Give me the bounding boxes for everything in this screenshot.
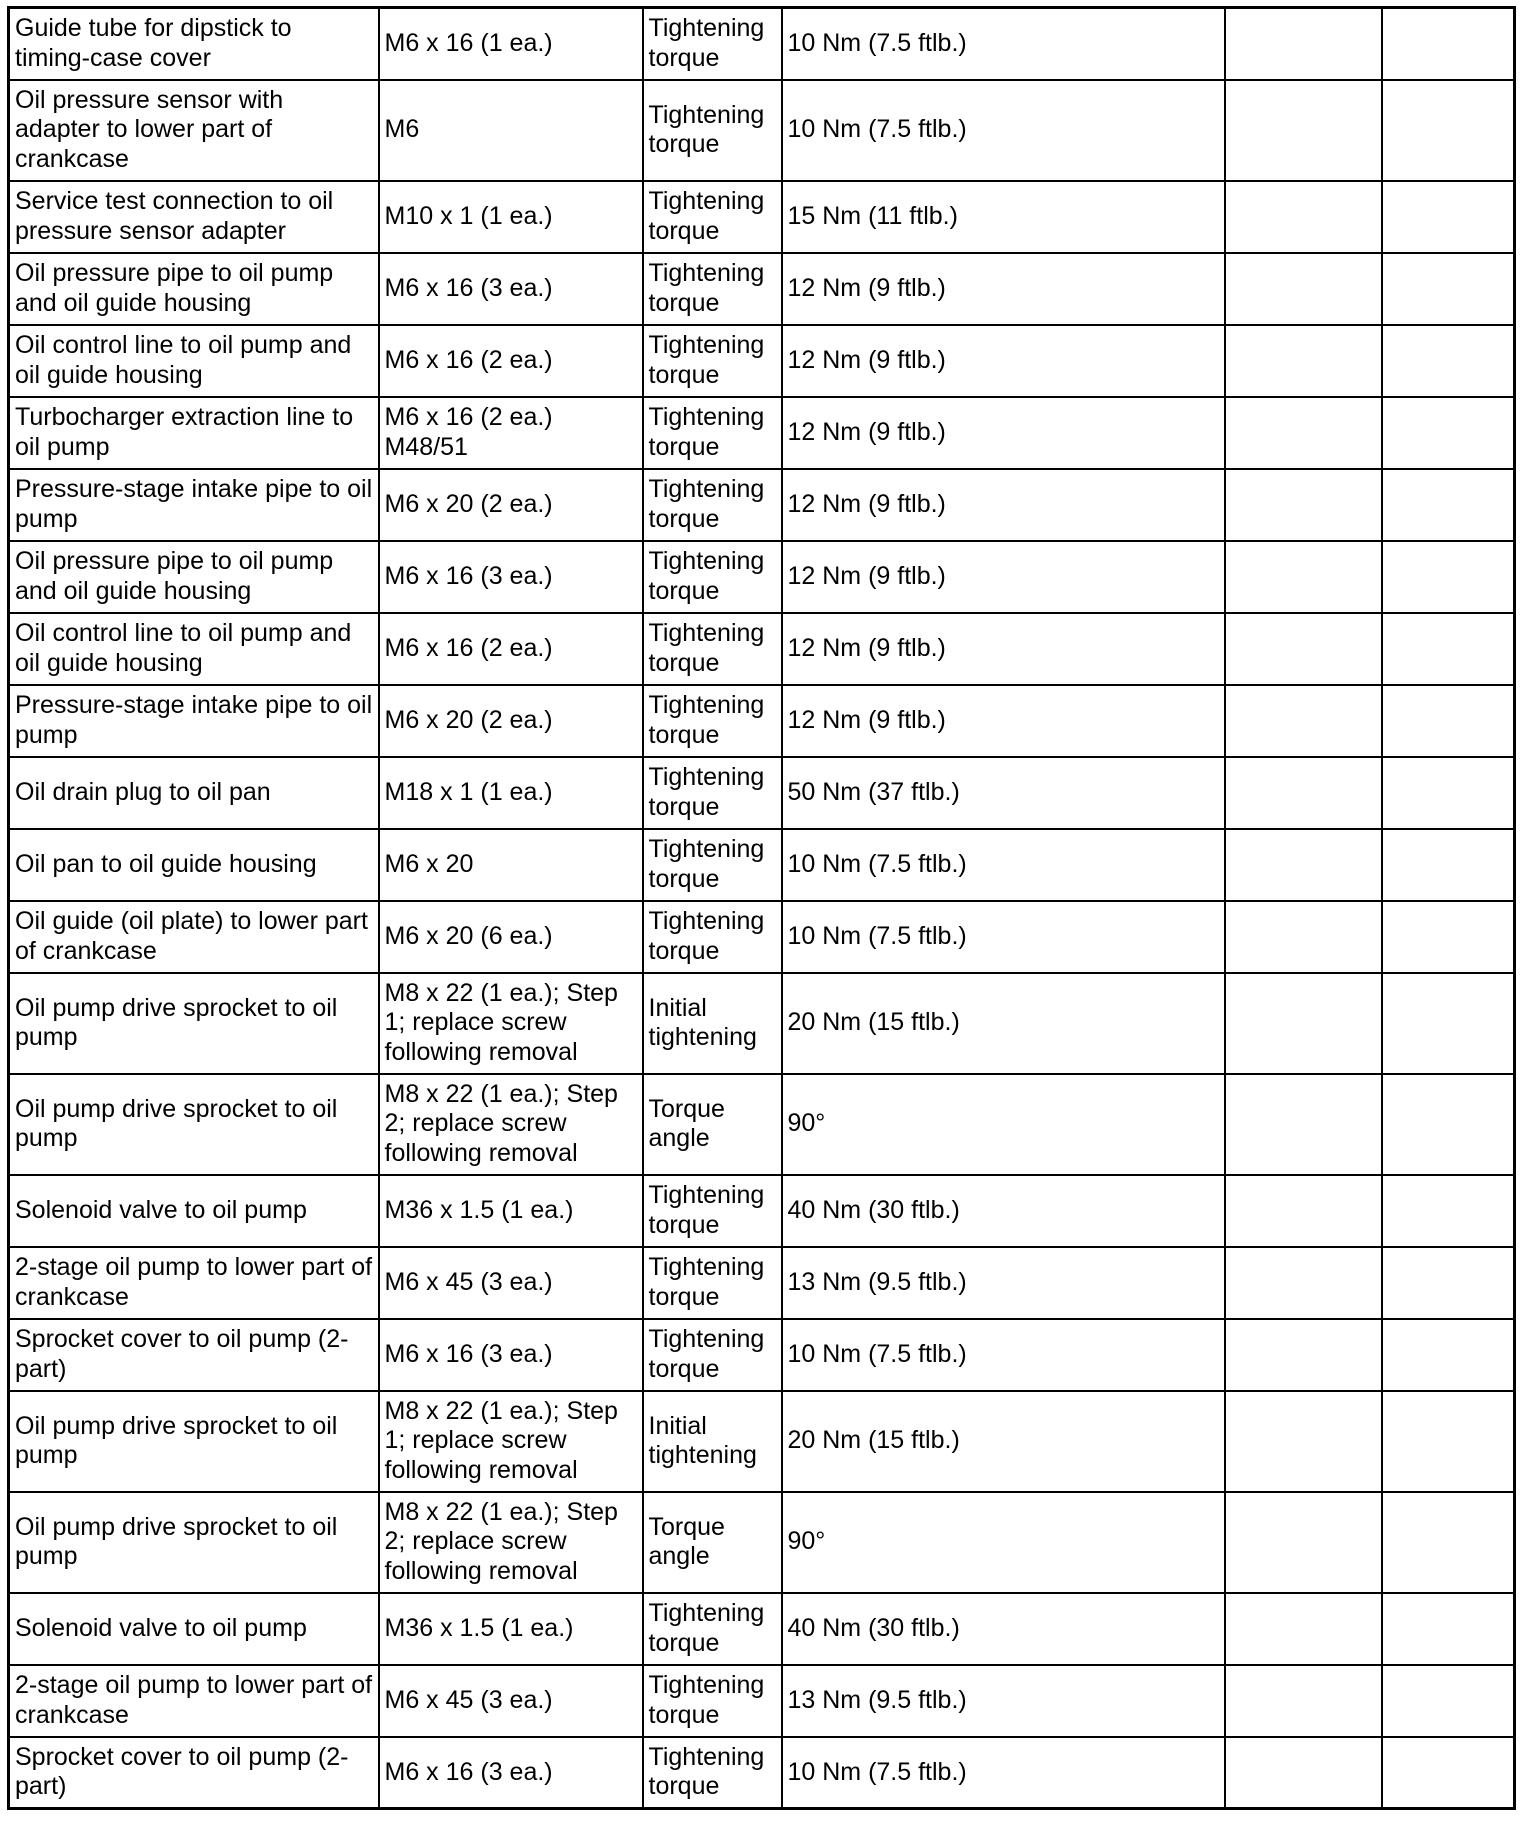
spec-value-cell: 90°	[782, 1074, 1225, 1175]
spec-type-cell: Tightening torque	[643, 469, 782, 541]
blank-cell	[1225, 253, 1382, 325]
spec-value-cell: 12 Nm (9 ftlb.)	[782, 397, 1225, 469]
blank-cell	[1382, 685, 1515, 757]
fastener-cell: M8 x 22 (1 ea.); Step 1; replace screw following removal	[379, 1391, 643, 1492]
component-cell: Solenoid valve to oil pump	[9, 1593, 379, 1665]
fastener-cell: M6 x 16 (2 ea.) M48/51	[379, 397, 643, 469]
blank-cell	[1382, 757, 1515, 829]
blank-cell	[1225, 325, 1382, 397]
spec-value-cell: 40 Nm (30 ftlb.)	[782, 1175, 1225, 1247]
table-row	[9, 1074, 1515, 1175]
blank-cell	[1225, 1665, 1382, 1737]
spec-type-cell: Tightening torque	[643, 613, 782, 685]
blank-cell	[1382, 1391, 1515, 1492]
spec-type-cell: Tightening torque	[643, 1665, 782, 1737]
spec-type-cell: Initial tightening	[643, 973, 782, 1074]
fastener-cell: M6 x 45 (3 ea.)	[379, 1247, 643, 1319]
spec-type-cell: Tightening torque	[643, 325, 782, 397]
spec-value-cell: 10 Nm (7.5 ftlb.)	[782, 1319, 1225, 1391]
blank-cell	[1382, 973, 1515, 1074]
blank-cell	[1225, 613, 1382, 685]
fastener-cell: M6 x 16 (1 ea.)	[379, 8, 643, 80]
table-row	[9, 469, 1515, 541]
blank-cell	[1225, 80, 1382, 181]
table-row	[9, 1593, 1515, 1665]
spec-value-cell: 13 Nm (9.5 ftlb.)	[782, 1247, 1225, 1319]
spec-type-cell: Tightening torque	[643, 181, 782, 253]
component-cell: Oil control line to oil pump and oil guide housing	[9, 325, 379, 397]
table-row	[9, 685, 1515, 757]
blank-cell	[1382, 1175, 1515, 1247]
blank-cell	[1382, 181, 1515, 253]
fastener-cell: M36 x 1.5 (1 ea.)	[379, 1175, 643, 1247]
spec-type-cell: Torque angle	[643, 1074, 782, 1175]
spec-type-cell: Tightening torque	[643, 1593, 782, 1665]
spec-value-cell: 50 Nm (37 ftlb.)	[782, 757, 1225, 829]
fastener-cell: M6 x 16 (2 ea.)	[379, 325, 643, 397]
spec-type-cell: Tightening torque	[643, 541, 782, 613]
spec-type-cell: Tightening torque	[643, 253, 782, 325]
spec-value-cell: 20 Nm (15 ftlb.)	[782, 1391, 1225, 1492]
spec-value-cell: 15 Nm (11 ftlb.)	[782, 181, 1225, 253]
table-row	[9, 1247, 1515, 1319]
fastener-cell: M6 x 20 (2 ea.)	[379, 469, 643, 541]
blank-cell	[1225, 757, 1382, 829]
component-cell: Oil control line to oil pump and oil guide housing	[9, 613, 379, 685]
fastener-cell: M6 x 20	[379, 829, 643, 901]
spec-value-cell: 10 Nm (7.5 ftlb.)	[782, 901, 1225, 973]
component-cell: Turbocharger extraction line to oil pump	[9, 397, 379, 469]
table-row	[9, 253, 1515, 325]
spec-value-cell: 12 Nm (9 ftlb.)	[782, 469, 1225, 541]
fastener-cell: M6 x 20 (6 ea.)	[379, 901, 643, 973]
spec-type-cell: Tightening torque	[643, 757, 782, 829]
blank-cell	[1382, 325, 1515, 397]
table-row	[9, 613, 1515, 685]
fastener-cell: M6	[379, 80, 643, 181]
table-row	[9, 757, 1515, 829]
blank-cell	[1225, 397, 1382, 469]
fastener-cell: M10 x 1 (1 ea.)	[379, 181, 643, 253]
fastener-cell: M6 x 45 (3 ea.)	[379, 1665, 643, 1737]
blank-cell	[1382, 901, 1515, 973]
fastener-cell: M8 x 22 (1 ea.); Step 2; replace screw following removal	[379, 1492, 643, 1593]
blank-cell	[1225, 1074, 1382, 1175]
fastener-cell: M18 x 1 (1 ea.)	[379, 757, 643, 829]
spec-type-cell: Torque angle	[643, 1492, 782, 1593]
fastener-cell: M6 x 16 (3 ea.)	[379, 1737, 643, 1809]
blank-cell	[1382, 1247, 1515, 1319]
blank-cell	[1382, 1074, 1515, 1175]
blank-cell	[1225, 973, 1382, 1074]
spec-value-cell: 12 Nm (9 ftlb.)	[782, 685, 1225, 757]
component-cell: Service test connection to oil pressure sensor adapter	[9, 181, 379, 253]
table-row	[9, 541, 1515, 613]
fastener-cell: M6 x 16 (3 ea.)	[379, 541, 643, 613]
blank-cell	[1225, 8, 1382, 80]
spec-type-cell: Tightening torque	[643, 1737, 782, 1809]
spec-type-cell: Tightening torque	[643, 1247, 782, 1319]
spec-type-cell: Tightening torque	[643, 901, 782, 973]
fastener-cell: M36 x 1.5 (1 ea.)	[379, 1593, 643, 1665]
fastener-cell: M6 x 16 (3 ea.)	[379, 253, 643, 325]
torque-spec-table-body	[9, 8, 1515, 1809]
table-row	[9, 1737, 1515, 1809]
blank-cell	[1225, 901, 1382, 973]
torque-spec-table	[7, 6, 1516, 1810]
table-row	[9, 901, 1515, 973]
component-cell: Oil guide (oil plate) to lower part of crankcase	[9, 901, 379, 973]
component-cell: 2-stage oil pump to lower part of crankcase	[9, 1247, 379, 1319]
table-row	[9, 1175, 1515, 1247]
spec-value-cell: 10 Nm (7.5 ftlb.)	[782, 1737, 1225, 1809]
blank-cell	[1382, 541, 1515, 613]
blank-cell	[1382, 1593, 1515, 1665]
spec-type-cell: Initial tightening	[643, 1391, 782, 1492]
table-row	[9, 80, 1515, 181]
blank-cell	[1225, 1593, 1382, 1665]
blank-cell	[1225, 469, 1382, 541]
component-cell: Pressure-stage intake pipe to oil pump	[9, 469, 379, 541]
spec-value-cell: 12 Nm (9 ftlb.)	[782, 613, 1225, 685]
blank-cell	[1382, 1665, 1515, 1737]
blank-cell	[1225, 1247, 1382, 1319]
spec-value-cell: 10 Nm (7.5 ftlb.)	[782, 8, 1225, 80]
spec-value-cell: 10 Nm (7.5 ftlb.)	[782, 829, 1225, 901]
blank-cell	[1382, 397, 1515, 469]
component-cell: Sprocket cover to oil pump (2-part)	[9, 1737, 379, 1809]
spec-type-cell: Tightening torque	[643, 1175, 782, 1247]
component-cell: Oil drain plug to oil pan	[9, 757, 379, 829]
component-cell: Oil pressure pipe to oil pump and oil guide housing	[9, 253, 379, 325]
spec-value-cell: 20 Nm (15 ftlb.)	[782, 973, 1225, 1074]
component-cell: Sprocket cover to oil pump (2-part)	[9, 1319, 379, 1391]
table-row	[9, 8, 1515, 80]
blank-cell	[1382, 469, 1515, 541]
component-cell: Oil pump drive sprocket to oil pump	[9, 973, 379, 1074]
spec-type-cell: Tightening torque	[643, 8, 782, 80]
blank-cell	[1382, 80, 1515, 181]
blank-cell	[1225, 1391, 1382, 1492]
component-cell: Oil pan to oil guide housing	[9, 829, 379, 901]
blank-cell	[1225, 1319, 1382, 1391]
spec-type-cell: Tightening torque	[643, 685, 782, 757]
blank-cell	[1225, 1175, 1382, 1247]
table-row	[9, 397, 1515, 469]
spec-value-cell: 90°	[782, 1492, 1225, 1593]
spec-type-cell: Tightening torque	[643, 397, 782, 469]
component-cell: Solenoid valve to oil pump	[9, 1175, 379, 1247]
spec-value-cell: 12 Nm (9 ftlb.)	[782, 325, 1225, 397]
table-row	[9, 1492, 1515, 1593]
table-row	[9, 181, 1515, 253]
blank-cell	[1225, 685, 1382, 757]
component-cell: Oil pump drive sprocket to oil pump	[9, 1074, 379, 1175]
blank-cell	[1225, 1492, 1382, 1593]
component-cell: Oil pump drive sprocket to oil pump	[9, 1492, 379, 1593]
blank-cell	[1382, 829, 1515, 901]
table-row	[9, 1665, 1515, 1737]
spec-value-cell: 12 Nm (9 ftlb.)	[782, 253, 1225, 325]
component-cell: Pressure-stage intake pipe to oil pump	[9, 685, 379, 757]
blank-cell	[1382, 1737, 1515, 1809]
spec-value-cell: 13 Nm (9.5 ftlb.)	[782, 1665, 1225, 1737]
blank-cell	[1225, 1737, 1382, 1809]
table-row	[9, 325, 1515, 397]
blank-cell	[1382, 613, 1515, 685]
fastener-cell: M6 x 20 (2 ea.)	[379, 685, 643, 757]
spec-value-cell: 12 Nm (9 ftlb.)	[782, 541, 1225, 613]
blank-cell	[1382, 1319, 1515, 1391]
component-cell: 2-stage oil pump to lower part of crankcase	[9, 1665, 379, 1737]
blank-cell	[1225, 829, 1382, 901]
table-row	[9, 973, 1515, 1074]
fastener-cell: M8 x 22 (1 ea.); Step 1; replace screw following removal	[379, 973, 643, 1074]
blank-cell	[1382, 1492, 1515, 1593]
spec-type-cell: Tightening torque	[643, 80, 782, 181]
component-cell: Oil pressure pipe to oil pump and oil guide housing	[9, 541, 379, 613]
table-row	[9, 829, 1515, 901]
component-cell: Oil pump drive sprocket to oil pump	[9, 1391, 379, 1492]
spec-type-cell: Tightening torque	[643, 1319, 782, 1391]
fastener-cell: M6 x 16 (2 ea.)	[379, 613, 643, 685]
blank-cell	[1225, 541, 1382, 613]
table-row	[9, 1319, 1515, 1391]
component-cell: Guide tube for dipstick to timing-case cover	[9, 8, 379, 80]
spec-type-cell: Tightening torque	[643, 829, 782, 901]
component-cell: Oil pressure sensor with adapter to lower part of crankcase	[9, 80, 379, 181]
blank-cell	[1382, 253, 1515, 325]
spec-value-cell: 40 Nm (30 ftlb.)	[782, 1593, 1225, 1665]
spec-value-cell: 10 Nm (7.5 ftlb.)	[782, 80, 1225, 181]
blank-cell	[1225, 181, 1382, 253]
fastener-cell: M8 x 22 (1 ea.); Step 2; replace screw following removal	[379, 1074, 643, 1175]
fastener-cell: M6 x 16 (3 ea.)	[379, 1319, 643, 1391]
blank-cell	[1382, 8, 1515, 80]
table-row	[9, 1391, 1515, 1492]
